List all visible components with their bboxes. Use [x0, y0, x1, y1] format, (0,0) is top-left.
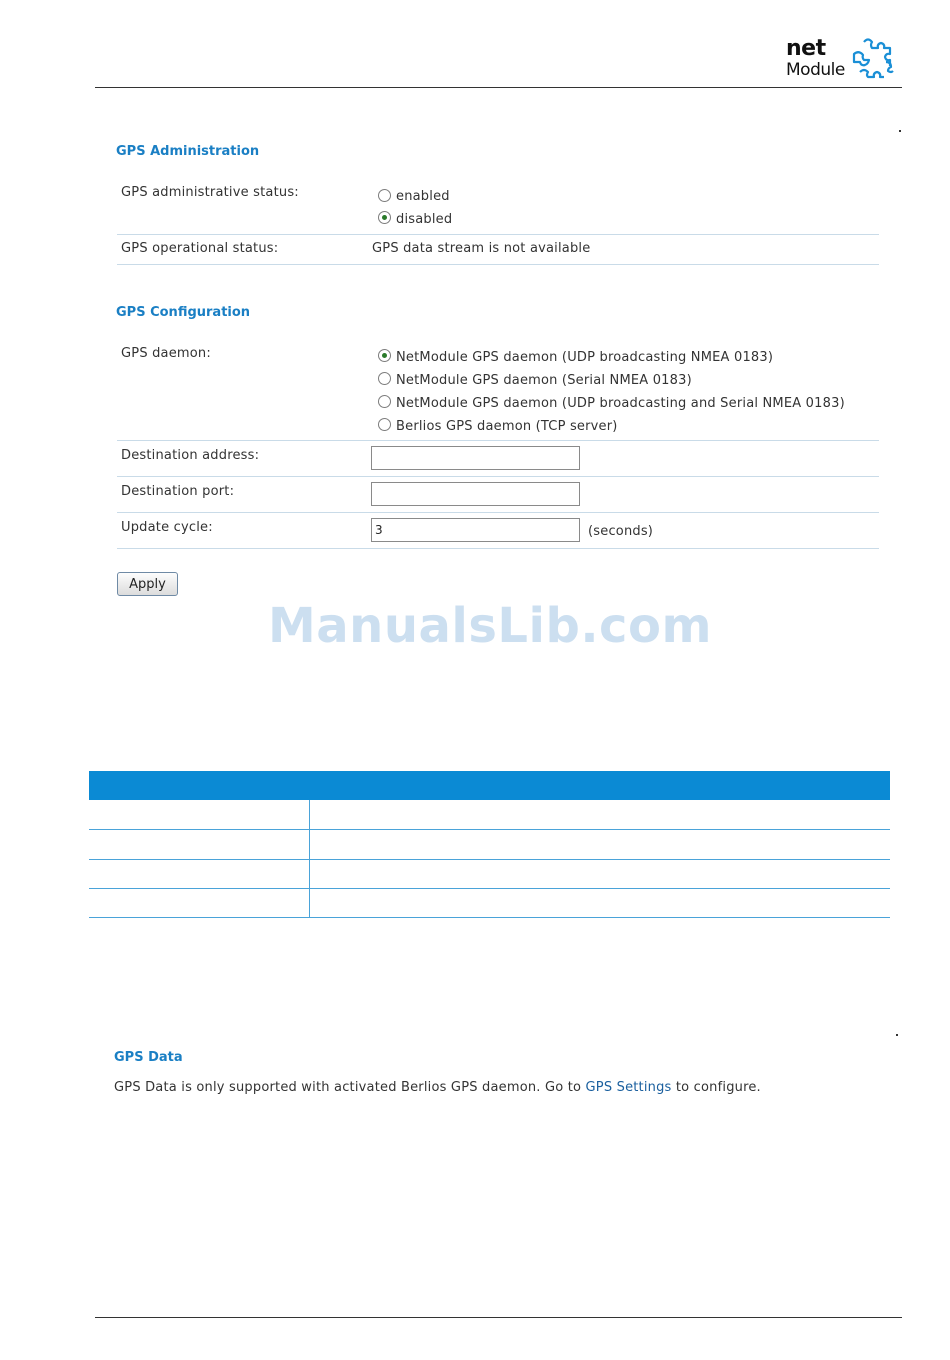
operational-status-value: GPS data stream is not available: [372, 241, 591, 256]
update-cycle-label: Update cycle:: [121, 520, 213, 535]
gps-daemon-label: GPS daemon:: [121, 346, 211, 361]
radio-daemon-serial-label[interactable]: NetModule GPS daemon (Serial NMEA 0183): [396, 373, 692, 388]
radio-daemon-udp-serial-label[interactable]: NetModule GPS daemon (UDP broadcasting and Serial NMEA 0183): [396, 396, 845, 411]
radio-daemon-udp-label[interactable]: NetModule GPS daemon (UDP broadcasting NMEA 0183): [396, 350, 774, 365]
operational-status-label: GPS operational status:: [121, 241, 279, 256]
gps-settings-link[interactable]: GPS Settings: [585, 1080, 672, 1095]
row-divider: [117, 548, 879, 549]
destination-address-label: Destination address:: [121, 448, 260, 463]
marker-dot: [896, 1034, 898, 1036]
radio-disabled[interactable]: [378, 211, 391, 224]
table-header: [89, 771, 890, 800]
row-divider: [117, 476, 879, 477]
table-row-divider: [89, 888, 890, 889]
gps-data-message: [114, 1080, 761, 1095]
table-row-divider: [89, 859, 890, 860]
radio-enabled[interactable]: [378, 189, 391, 202]
update-cycle-unit: (seconds): [588, 524, 654, 539]
radio-enabled-label[interactable]: enabled: [396, 189, 450, 204]
table-column-divider: [309, 800, 310, 918]
destination-port-label: Destination port:: [121, 484, 235, 499]
netmodule-logo: [786, 36, 902, 88]
radio-daemon-berlios-label[interactable]: Berlios GPS daemon (TCP server): [396, 419, 618, 434]
header-divider: [95, 87, 902, 88]
gps-configuration-title: GPS Configuration: [116, 305, 251, 320]
marker-dot: [899, 130, 901, 132]
gps-data-text-before: GPS Data is only supported with activated Berlios GPS daemon. Go to: [114, 1080, 586, 1095]
admin-status-label: GPS administrative status:: [121, 185, 299, 200]
gps-data-title: GPS Data: [114, 1050, 183, 1065]
watermark: ManualsLib.com: [268, 598, 712, 654]
destination-port-input[interactable]: [371, 482, 580, 506]
row-divider: [117, 512, 879, 513]
logo-text-net: net: [786, 36, 826, 61]
radio-disabled-label[interactable]: disabled: [396, 212, 453, 227]
row-divider: [117, 234, 879, 235]
logo-text-module: Module: [786, 60, 845, 80]
row-divider: [117, 264, 879, 265]
row-divider: [117, 440, 879, 441]
radio-daemon-udp-serial[interactable]: [378, 395, 391, 408]
gps-administration-title: GPS Administration: [116, 144, 260, 159]
radio-daemon-udp[interactable]: [378, 349, 391, 362]
table-row-divider: [89, 917, 890, 918]
gps-data-text-after: to configure.: [671, 1080, 761, 1095]
radio-daemon-berlios[interactable]: [378, 418, 391, 431]
footer-divider: [95, 1317, 902, 1318]
destination-address-input[interactable]: [371, 446, 580, 470]
apply-button[interactable]: Apply: [117, 572, 178, 596]
update-cycle-input[interactable]: [371, 518, 580, 542]
puzzle-logo-icon: [842, 36, 902, 86]
table-row-divider: [89, 829, 890, 830]
radio-daemon-serial[interactable]: [378, 372, 391, 385]
